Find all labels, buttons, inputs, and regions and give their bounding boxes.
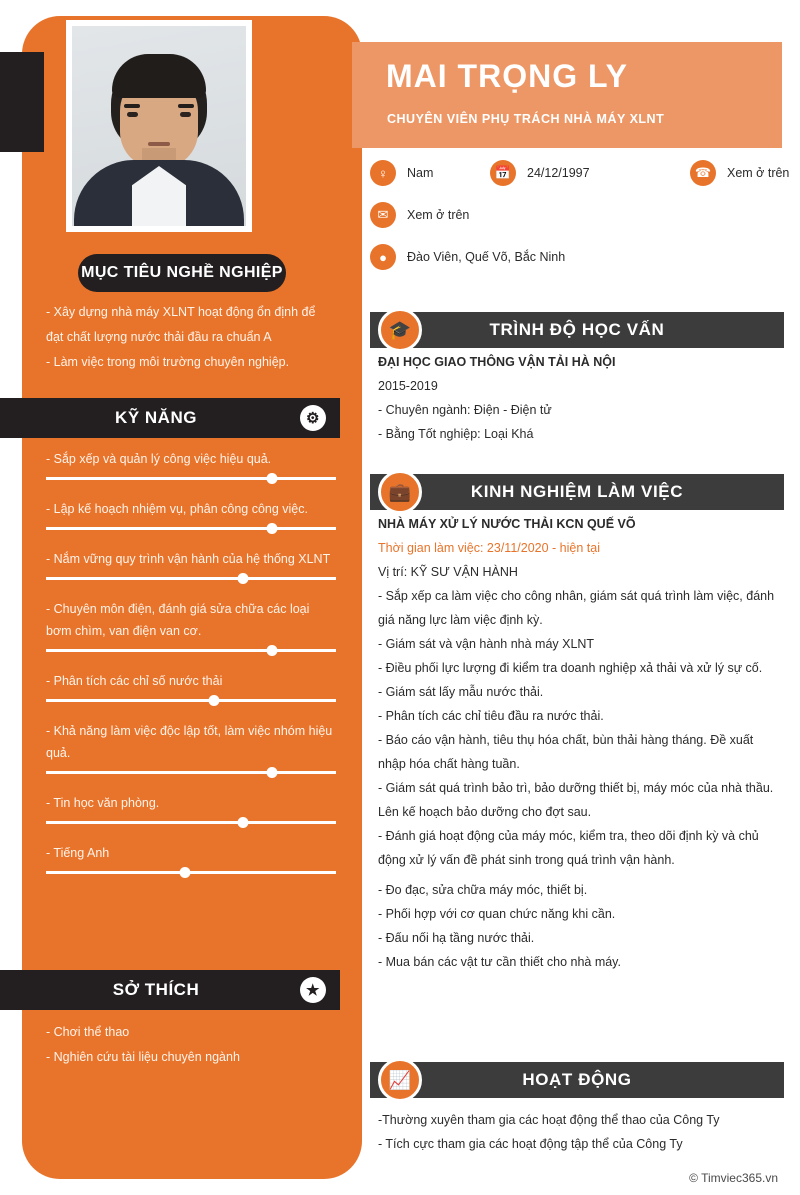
objective-title: MỤC TIÊU NGHỀ NGHIỆP bbox=[78, 254, 286, 292]
skill-label: - Sắp xếp và quản lý công việc hiệu quả. bbox=[46, 452, 272, 466]
skill-item bbox=[46, 448, 336, 480]
experience-duty: - Báo cáo vận hành, tiêu thụ hóa chất, bùn thải hàng tháng. Đề xuất nhập hóa chất hàng tuần. bbox=[378, 733, 754, 771]
skill-bar bbox=[46, 771, 336, 774]
objective-text bbox=[46, 300, 332, 375]
contact-row bbox=[370, 160, 790, 186]
contact-address bbox=[370, 244, 565, 270]
hobby-header bbox=[22, 970, 340, 1010]
experience-duty: - Mua bán các vật tư cần thiết cho nhà máy. bbox=[378, 955, 621, 969]
hobby-item: - Nghiên cứu tài liệu chuyên ngành bbox=[46, 1050, 240, 1064]
contact-gender bbox=[370, 160, 490, 186]
skill-bar bbox=[46, 649, 336, 652]
experience-company: NHÀ MÁY XỬ LÝ NƯỚC THẢI KCN QUẾ VÕ bbox=[378, 517, 636, 531]
job-role: CHUYÊN VIÊN PHỤ TRÁCH NHÀ MÁY XLNT bbox=[387, 112, 665, 126]
pulse-icon: 📈 bbox=[378, 1058, 422, 1102]
experience-duty: - Đo đạc, sửa chữa máy móc, thiết bị. bbox=[378, 883, 588, 897]
skill-bar bbox=[46, 527, 336, 530]
skill-item bbox=[46, 548, 336, 580]
experience-duty: - Giám sát và vận hành nhà máy XLNT bbox=[378, 637, 595, 651]
gender-icon: ♀ bbox=[370, 160, 396, 186]
education-header bbox=[370, 312, 784, 348]
experience-duty: - Đánh giá hoạt động của máy móc, kiểm tra, theo dõi định kỳ và chủ động xử lý vấn đề phát sinh trong quá trình vận hành. bbox=[378, 829, 759, 867]
skills-title: KỸ NĂNG bbox=[115, 408, 197, 427]
skill-bar bbox=[46, 699, 336, 702]
experience-duty: - Điều phối lực lượng đi kiểm tra doanh nghiệp xả thải và xử lý sự cố. bbox=[378, 661, 763, 675]
experience-duty: - Giám sát lấy mẫu nước thải. bbox=[378, 685, 544, 699]
contact-info bbox=[370, 160, 790, 286]
objective-line: - Xây dựng nhà máy XLNT hoạt động ổn định để đạt chất lượng nước thải đầu ra chuẩn A bbox=[46, 305, 316, 344]
page-title: MAI TRỌNG LY bbox=[386, 58, 628, 94]
skill-label: - Phân tích các chỉ số nước thải bbox=[46, 674, 223, 688]
contact-value: Xem ở trên bbox=[727, 166, 790, 180]
star-icon: ★ bbox=[300, 977, 326, 1003]
hobby-item: - Chơi thể thao bbox=[46, 1025, 130, 1039]
education-years: 2015-2019 bbox=[378, 379, 438, 393]
phone-icon: ☎ bbox=[690, 160, 716, 186]
skill-item bbox=[46, 720, 336, 774]
activities-header bbox=[370, 1062, 784, 1098]
contact-row bbox=[370, 202, 790, 228]
experience-period: Thời gian làm việc: 23/11/2020 - hiện tại bbox=[378, 541, 600, 555]
contact-birthday bbox=[490, 160, 690, 186]
skill-item bbox=[46, 792, 336, 824]
education-body bbox=[378, 350, 784, 446]
experience-body bbox=[378, 512, 784, 974]
skills-list bbox=[46, 448, 336, 892]
contact-value: Xem ở trên bbox=[407, 208, 470, 222]
experience-duty: - Phối hợp với cơ quan chức năng khi cần. bbox=[378, 907, 616, 921]
contact-value: Đào Viên, Quế Võ, Bắc Ninh bbox=[407, 250, 566, 264]
portrait-photo bbox=[72, 26, 246, 226]
education-line: - Bằng Tốt nghiệp: Loại Khá bbox=[378, 427, 534, 441]
experience-header bbox=[370, 474, 784, 510]
contact-value: Nam bbox=[407, 166, 434, 180]
skill-label: - Nắm vững quy trình vận hành của hệ thống XLNT bbox=[46, 552, 331, 566]
skill-label: - Khả năng làm việc độc lập tốt, làm việc nhóm hiệu quả. bbox=[46, 724, 333, 760]
calendar-icon: 📅 bbox=[490, 160, 516, 186]
education-school: ĐẠI HỌC GIAO THÔNG VẬN TẢI HÀ NỘI bbox=[378, 355, 616, 369]
education-title: TRÌNH ĐỘ HỌC VẤN bbox=[489, 320, 665, 339]
objective-line: - Làm việc trong môi trường chuyên nghiệp. bbox=[46, 355, 290, 369]
skill-bar bbox=[46, 577, 336, 580]
contact-email bbox=[370, 202, 469, 228]
experience-duty: - Sắp xếp ca làm việc cho công nhân, giám sát quá trình làm việc, đánh giá năng lực làm việc định kỳ. bbox=[378, 589, 775, 627]
avatar bbox=[66, 20, 252, 232]
education-line: - Chuyên ngành: Điện - Điện tử bbox=[378, 403, 552, 417]
briefcase-icon: 💼 bbox=[378, 470, 422, 514]
activities-line: -Thường xuyên tham gia các hoạt động thể thao của Công Ty bbox=[378, 1113, 720, 1127]
contact-row bbox=[370, 244, 790, 270]
skill-bar bbox=[46, 821, 336, 824]
experience-duty: - Đấu nối hạ tầng nước thải. bbox=[378, 931, 535, 945]
graduation-cap-icon: 🎓 bbox=[378, 308, 422, 352]
skill-bar bbox=[46, 477, 336, 480]
contact-phone bbox=[690, 160, 789, 186]
skill-label: - Chuyên môn điện, đánh giá sửa chữa các loại bơm chìm, van điện van cơ. bbox=[46, 602, 310, 638]
location-icon: ● bbox=[370, 244, 396, 270]
skill-label: - Lập kế hoạch nhiệm vụ, phân công công việc. bbox=[46, 502, 308, 516]
experience-position: Vị trí: KỸ SƯ VẬN HÀNH bbox=[378, 565, 518, 579]
activities-title: HOẠT ĐỘNG bbox=[522, 1070, 632, 1089]
experience-duty: - Giám sát quá trình bảo trì, bảo dưỡng thiết bị, máy móc của nhà thầu. Lên kế hoạch bảo dưỡng cho đợt sau. bbox=[378, 781, 774, 819]
experience-title: KINH NGHIỆM LÀM VIỆC bbox=[470, 482, 684, 501]
contact-value: 24/12/1997 bbox=[527, 166, 590, 180]
activities-line: - Tích cực tham gia các hoạt động tập thể của Công Ty bbox=[378, 1137, 683, 1151]
skill-label: - Tiếng Anh bbox=[46, 846, 110, 860]
skill-item bbox=[46, 670, 336, 702]
skill-label: - Tin học văn phòng. bbox=[46, 796, 160, 810]
footer-credit: © Timviec365.vn bbox=[689, 1171, 778, 1185]
hobby-list bbox=[46, 1020, 332, 1070]
decor-tab-top bbox=[0, 52, 44, 152]
experience-duty: - Phân tích các chỉ tiêu đầu ra nước thải. bbox=[378, 709, 604, 723]
mail-icon: ✉ bbox=[370, 202, 396, 228]
gear-icon: ⚙ bbox=[300, 405, 326, 431]
skill-item bbox=[46, 498, 336, 530]
skill-item bbox=[46, 598, 336, 652]
skill-item bbox=[46, 842, 336, 874]
skills-header bbox=[22, 398, 340, 438]
skill-bar bbox=[46, 871, 336, 874]
activities-body bbox=[378, 1108, 784, 1156]
hobby-title: SỞ THÍCH bbox=[112, 980, 200, 999]
